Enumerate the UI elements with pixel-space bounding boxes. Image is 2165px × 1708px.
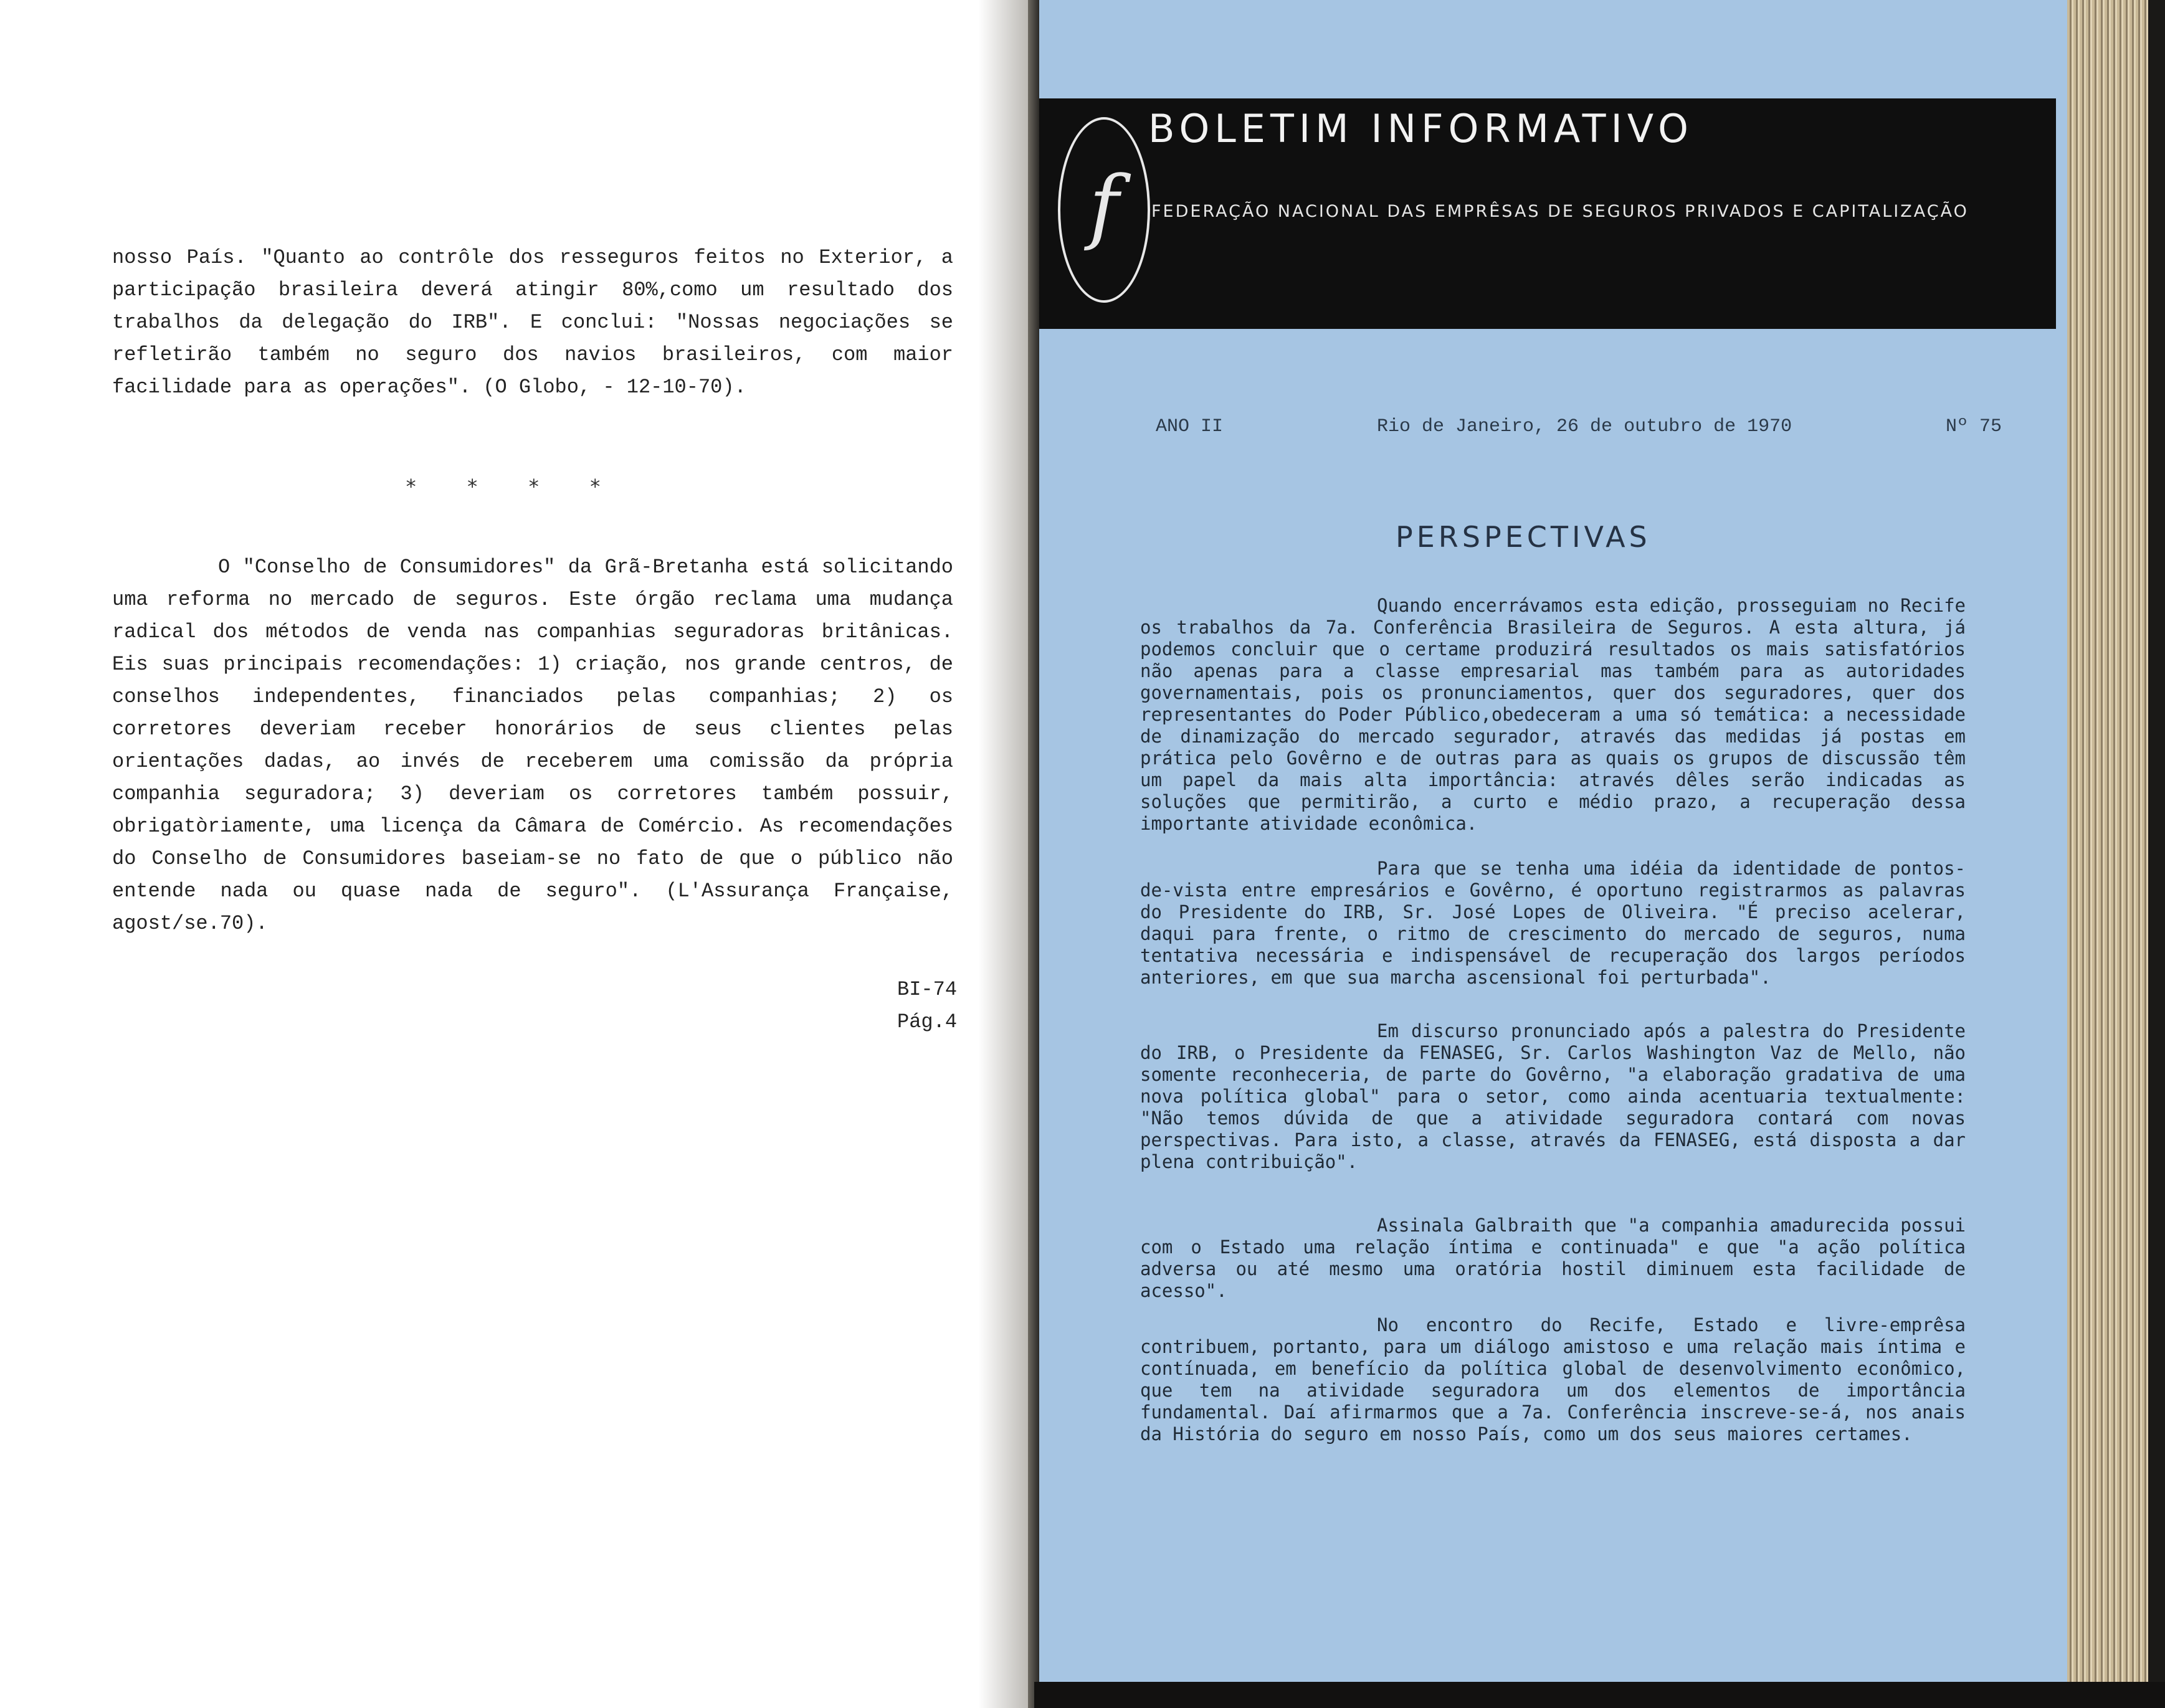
page-gutter-shadow	[978, 0, 1034, 1708]
article-paragraph: Quando encerrávamos esta edição, prosseguiam no Recife os trabalhos da 7a. Conferência Brasileira de Seguros. A esta altura, já podemos concluir que o certame produzirá resultados os mais satisfatórios não apenas para a classe empresarial mas também para as autoridades governamentais, pois os pronunciamentos, quer dos seguradores, quer dos representantes do Poder Público,obedeceram a uma só temática: a necessidade de dinamização do mercado segurador, através das medidas já postas em prática pelo Govêrno e de outras para as quais os grupos de discussão têm um papel da mais alta importância: através dêles serão indicadas as soluções que permitirão, a curto e médio prazo, a recuperação dessa importante atividade econômica.	[1140, 595, 1966, 834]
book-cover-edge	[2148, 0, 2165, 1708]
book-bottom-edge	[1034, 1682, 2165, 1708]
page-number: Pág.4	[897, 1010, 958, 1033]
article-paragraph: Em discurso pronunciado após a palestra do Presidente do IRB, o Presidente da FENASEG, Sr. Carlos Washington Vaz de Mello, não somente reconheceria, de parte do Govêrno, "a elaboração gradativa de uma nova política global" para o setor, como ainda acentuaria textualmente: "Não temos dúvida de que a atividade seguradora contará com novas perspectivas. Para isto, a classe, através da FENASEG, está disposta a dar plena contribuição".	[1140, 1020, 1966, 1172]
masthead	[1039, 98, 2056, 329]
issue-year: ANO II	[1156, 416, 1224, 437]
left-paragraph-continuation: nosso País. "Quanto ao contrôle dos resseguros feitos no Exterior, a participação brasileira deverá atingir 80%,como um resultado dos trabalhos da delegação do IRB". E conclui: "Nossas negociações se refletirão também no seguro dos navios brasileiros, com maior facilidade para as operações". (O Globo, - 12-10-70).	[112, 246, 953, 399]
federation-logo-icon	[1058, 117, 1150, 303]
masthead-title: BOLETIM INFORMATIVO	[1148, 106, 1693, 151]
bulletin-reference: BI-74	[897, 978, 958, 1001]
article-paragraph: No encontro do Recife, Estado e livre-emprêsa contribuem, portanto, para um diálogo amistoso e uma relação mais íntima e contínuada, em benefício da política global de desenvolvimento econômico, que tem na atividade seguradora um dos elementos de importância fundamental. Daí afirmarmos que a 7a. Conferência inscreve-se-á, nos anais da História do seguro em nosso País, como um dos seus maiores certames.	[1140, 1314, 1966, 1445]
logo-letter: f	[1088, 158, 1120, 253]
section-separator: * * * *	[405, 475, 620, 498]
masthead-subtitle: FEDERAÇÃO NACIONAL DAS EMPRÊSAS DE SEGUROS PRIVADOS E CAPITALIZAÇÃO	[1151, 202, 1969, 221]
issue-place-date: Rio de Janeiro, 26 de outubro de 1970	[1377, 416, 1792, 437]
article-paragraph: Para que se tenha uma idéia da identidade de pontos-de-vista entre empresários e Govêrno, é oportuno registrarmos as palavras do Presidente do IRB, Sr. José Lopes de Oliveira. "É preciso acelerar, daqui para frente, o ritmo de crescimento do mercado de seguros, numa tentativa necessária e indispensável de recuperação dos largos períodos anteriores, em que sua marcha ascensional foi perturbada".	[1140, 858, 1966, 988]
page-edges	[2067, 0, 2148, 1708]
article-paragraph: Assinala Galbraith que "a companhia amadurecida possui com o Estado uma relação íntima e continuada" e que "a ação política adversa ou até mesmo uma oratória hostil diminuem esta facilidade de acesso".	[1140, 1215, 1966, 1301]
article-heading: PERSPECTIVAS	[1396, 520, 1651, 554]
issue-number: Nº 75	[1946, 416, 2002, 437]
left-paragraph-consumer-council: O "Conselho de Consumidores" da Grã-Bretanha está solicitando uma reforma no mercado de seguros. Este órgão reclama uma mudança radical dos métodos de venda nas companhias seguradoras britânicas. Eis suas principais recomendações: 1) criação, nos grande centros, de conselhos independentes, financiados pelas companhias; 2) os corretores deveriam receber honorários de seus clientes pelas orientações dadas, ao invés de receberem uma comissão da própria companhia seguradora; 3) deveriam os corretores também possuir, obrigatòriamente, uma licença da Câmara de Comércio. As recomendações do Conselho de Consumidores baseiam-se no fato de que o público não entende nada ou quase nada de seguro". (L'Assurança Française, agost/se.70).	[112, 556, 953, 935]
